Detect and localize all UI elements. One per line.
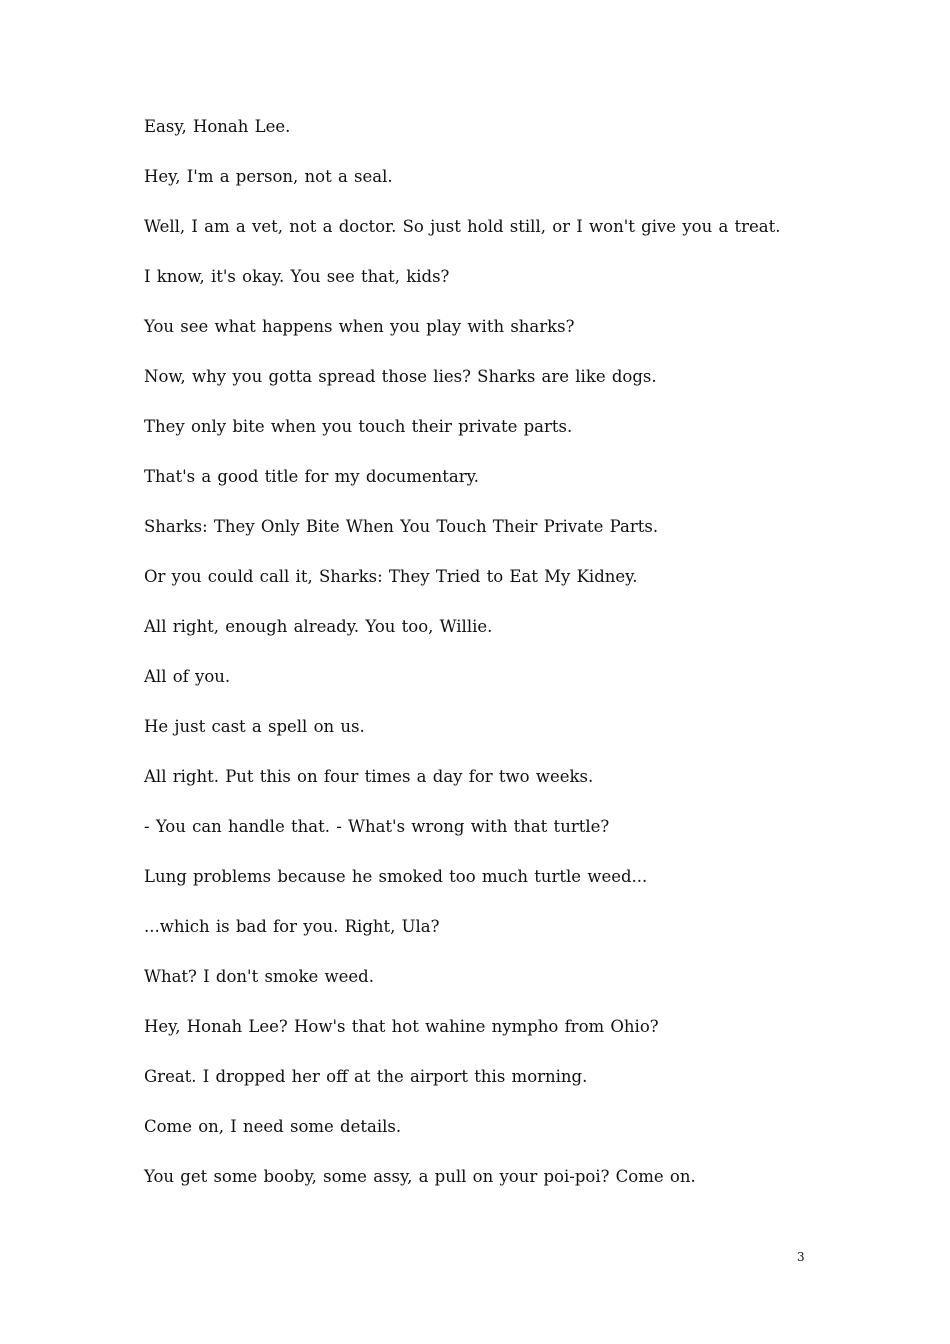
transcript-line: Great. I dropped her off at the airport this morning. (144, 1067, 588, 1086)
transcript-line: All of you. (144, 667, 231, 686)
transcript-line: Easy, Honah Lee. (144, 117, 291, 136)
page-number: 3 (797, 1250, 805, 1264)
transcript-line: ...which is bad for you. Right, Ula? (144, 917, 440, 936)
transcript-line: Now, why you gotta spread those lies? Sharks are like dogs. (144, 367, 657, 386)
transcript-line: You get some booby, some assy, a pull on your poi-poi? Come on. (144, 1167, 696, 1186)
transcript-line: Or you could call it, Sharks: They Tried to Eat My Kidney. (144, 567, 638, 586)
transcript-line: - You can handle that. - What's wrong with that turtle? (144, 817, 610, 836)
transcript-line: Well, I am a vet, not a doctor. So just hold still, or I won't give you a treat. (144, 217, 781, 236)
transcript-line: Sharks: They Only Bite When You Touch Their Private Parts. (144, 517, 659, 536)
transcript-line: Hey, I'm a person, not a seal. (144, 167, 393, 186)
transcript-line: Lung problems because he smoked too much turtle weed... (144, 867, 648, 886)
transcript-line: I know, it's okay. You see that, kids? (144, 267, 450, 286)
transcript-line: What? I don't smoke weed. (144, 967, 374, 986)
transcript-line: Come on, I need some details. (144, 1117, 402, 1136)
transcript-line: They only bite when you touch their private parts. (144, 417, 573, 436)
transcript-line: All right, enough already. You too, Willie. (144, 617, 493, 636)
transcript-line: You see what happens when you play with sharks? (144, 317, 575, 336)
transcript-line: All right. Put this on four times a day for two weeks. (144, 767, 594, 786)
transcript-line: That's a good title for my documentary. (144, 467, 480, 486)
transcript-line: He just cast a spell on us. (144, 717, 365, 736)
transcript-lines (144, 114, 814, 1214)
transcript-line: Hey, Honah Lee? How's that hot wahine nympho from Ohio? (144, 1017, 659, 1036)
